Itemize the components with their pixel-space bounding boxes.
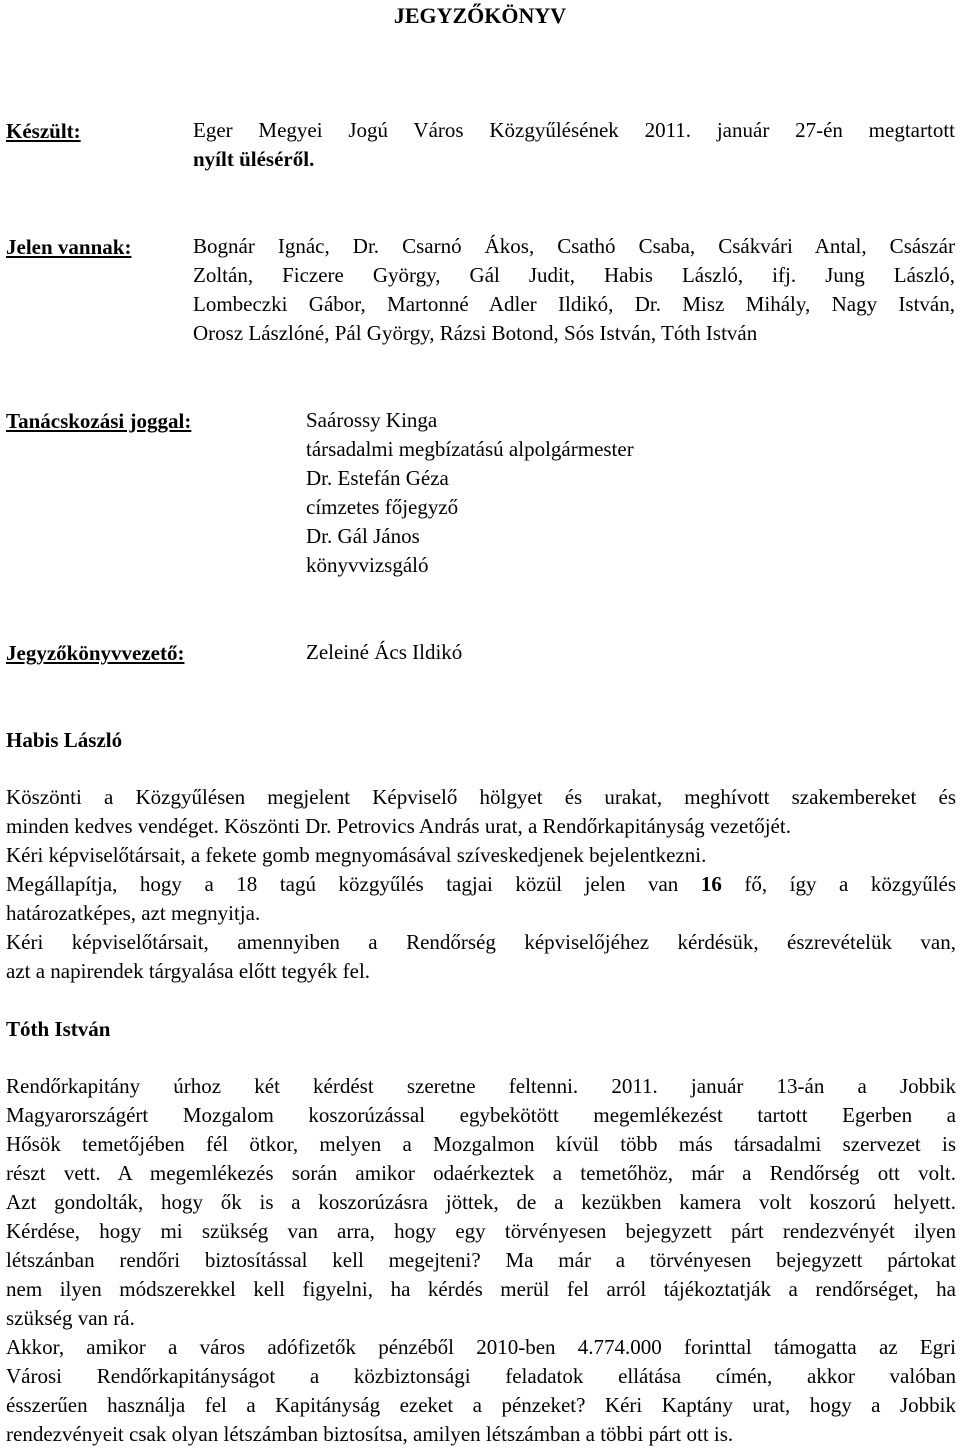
speaker-habis-laszlo: Habis László	[6, 728, 123, 752]
jegyzokonyvvezeto-label: Jegyzőkönyvvezető:	[6, 641, 185, 665]
jelen-line-2: Zoltán, Ficzere György, Gál Judit, Habis László, ifj. Jung László,	[193, 263, 955, 287]
speech-2-p2-line-4: rendezvényeit csak olyan létszámban biztosítsa, amilyen létszámban a többi párt ott is.	[6, 1422, 734, 1446]
speech-2-p1-line-8: nem ilyen módszerekkel kell figyelni, ha kérdés merül fel arról tájékoztatják a rendőrséget, ha	[6, 1277, 956, 1301]
jelen-value	[193, 232, 955, 348]
jegyzokonyvvezeto-value: Zeleiné Ács Ildikó	[306, 640, 463, 664]
speech-1-p3-after: fő, így a közgyűlés	[744, 872, 957, 896]
tanacskozasi-line-5: Dr. Gál János	[306, 524, 420, 548]
speech-1-p4-line-1: Kéri képviselőtársait, amennyiben a Rendőrség képviselőjéhez kérdésük, észrevételük van,	[6, 930, 956, 954]
speech-2-p1-line-1: Rendőrkapitány úrhoz két kérdést szeretne feltenni. 2011. január 13-án a Jobbik	[6, 1074, 956, 1098]
speech-2-body	[6, 1072, 956, 1449]
tanacskozasi-line-1: Saárossy Kinga	[306, 408, 438, 432]
tanacskozasi-line-2: társadalmi megbízatású alpolgármester	[306, 437, 634, 461]
tanacskozasi-label: Tanácskozási joggal:	[6, 409, 192, 433]
speech-1-p3-before: Megállapítja, hogy a 18 tagú közgyűlés tagjai közül jelen van	[6, 872, 679, 896]
tanacskozasi-line-4: címzetes főjegyző	[306, 495, 459, 519]
speech-2-p1-line-9: szükség van rá.	[6, 1306, 135, 1330]
speech-1-p4-line-2: azt a napirendek tárgyalása előtt tegyék fel.	[6, 959, 371, 983]
speech-1-body	[6, 783, 956, 986]
jelen-line-1: Bognár Ignác, Dr. Csarnó Ákos, Csathó Csaba, Csákvári Antal, Császár	[193, 234, 955, 258]
jelen-line-3: Lombeczki Gábor, Martonné Adler Ildikó, Dr. Misz Mihály, Nagy István,	[193, 292, 955, 316]
speech-1-p3-line-2: határozatképes, azt megnyitja.	[6, 901, 261, 925]
speech-1-p1-line-2: minden kedves vendéget. Köszönti Dr. Petrovics András urat, a Rendőrkapitányság vezetőjét.	[6, 814, 791, 838]
tanacskozasi-line-6: könyvvizsgáló	[306, 553, 429, 577]
speech-2-p1-line-6: Kérdése, hogy mi szükség van arra, hogy egy törvényesen bejegyzett párt rendezvényét ilyen	[6, 1219, 956, 1243]
speech-1-p1-line-1: Köszönti a Közgyűlésen megjelent Képviselő hölgyet és urakat, meghívott szakembereket és	[6, 785, 956, 809]
speaker-toth-istvan: Tóth István	[6, 1017, 111, 1041]
speech-2-p1-line-5: Azt gondolták, hogy ők is a koszorúzásra jöttek, de a kezükben kamera volt koszorú helyett.	[6, 1190, 956, 1214]
speech-2-p1-line-2: Magyarországért Mozgalom koszorúzással egybekötött megemlékezést tartott Egerben a	[6, 1103, 956, 1127]
speech-2-p1-line-7: létszánban rendőri biztosítással kell megejteni? Ma már a törvényesen bejegyzett pártokat	[6, 1248, 956, 1272]
jelen-label: Jelen vannak:	[6, 235, 132, 259]
speech-1-p3-line-1	[6, 870, 956, 899]
tanacskozasi-line-3: Dr. Estefán Géza	[306, 466, 449, 490]
speech-2-p2-line-3: ésszerűen használja fel a Kapitányság ezeket a pénzeket? Kéri Kaptány urat, hogy a Jobbik	[6, 1393, 956, 1417]
tanacskozasi-value	[306, 406, 946, 580]
speech-2-p1-line-4: részt vett. A megemlékezés során amikor odaérkeztek a temetőhöz, már a Rendőrség ott volt.	[6, 1161, 956, 1185]
document-title: JEGYZŐKÖNYV	[393, 3, 567, 28]
speech-2-p2-line-2: Városi Rendőrkapitányságot a közbiztonsági feladatok ellátása címén, akkor valóban	[6, 1364, 956, 1388]
speech-1-p2: Kéri képviselőtársait, a fekete gomb megnyomásával szíveskedjenek bejelentkezni.	[6, 843, 707, 867]
keszult-label: Készült:	[6, 119, 81, 143]
keszult-line-2: nyílt üléséről.	[193, 147, 315, 171]
speech-1-p3-bold: 16	[700, 872, 722, 896]
speech-2-p1-line-3: Hősök temetőjében fél ötkor, melyen a Mozgalmon kívül több más társadalmi szervezet is	[6, 1132, 956, 1156]
speech-2-p2-line-1: Akkor, amikor a város adófizetők pénzéből 2010-ben 4.774.000 forinttal támogatta az Egri	[6, 1335, 956, 1359]
keszult-value	[193, 116, 955, 174]
keszult-line-1: Eger Megyei Jogú Város Közgyűlésének 2011. január 27-én megtartott	[193, 118, 955, 142]
jelen-line-4: Orosz Lászlóné, Pál György, Rázsi Botond, Sós István, Tóth István	[193, 321, 758, 345]
